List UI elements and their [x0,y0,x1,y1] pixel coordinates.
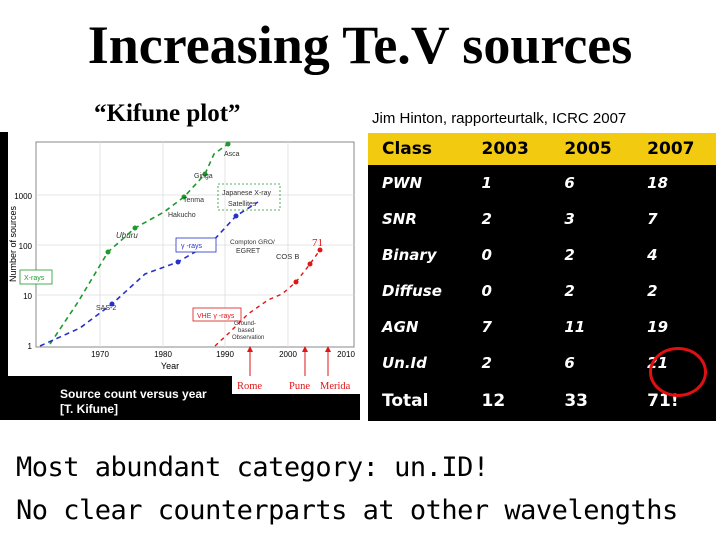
row-class: SNR [382,210,417,229]
row-2005: 6 [564,174,575,193]
plot-caption-line2: [T. Kifune] [60,402,118,416]
total-2007: 71! [647,391,679,412]
row-2005: 2 [564,246,575,265]
gamma-point [234,214,239,219]
label-ginga: Ginga [194,173,213,180]
label-71: 71 [312,237,323,249]
bottom-text-line1: Most abundant category: un.ID! [16,452,489,483]
bottom-text-line2: No clear counterparts at other wavelengths [16,495,678,526]
row-2007: 7 [647,210,658,229]
header-2003: 2003 [468,133,551,165]
row-2003: 2 [481,354,492,373]
label-x-rays: X-rays [24,275,45,282]
row-2005: 11 [564,318,586,337]
label-pune: Pune [289,381,310,392]
xray-point [133,226,138,231]
label-egret: EGRET [236,248,261,255]
y-axis-label: Number of sources [8,205,18,283]
header-class: Class [368,133,468,165]
header-2007: 2007 [633,133,716,165]
row-class: Binary [382,246,437,265]
header-2005: 2005 [550,133,633,165]
row-2007: 4 [647,246,658,265]
kifune-plot [0,132,360,420]
ytick-1000: 1000 [14,192,32,201]
vhe-point [308,262,313,267]
ytick-100: 100 [18,242,32,251]
label-sas-2: SAS-2 [96,305,117,312]
label-based: based [238,328,255,334]
total-2005: 33 [564,391,588,412]
slide-title: Increasing Te.V sources [87,15,633,75]
table-header-row [368,133,716,165]
label-tenma: Tenma [183,197,205,204]
label-compton-gro: Compton GRO/ [230,239,275,246]
xray-point [226,142,231,147]
label-asca: Asca [224,151,240,158]
table-row [368,165,716,201]
ytick-1: 1 [27,342,32,351]
vhe-point [294,280,299,285]
row-2007: 19 [647,318,669,337]
row-class: AGN [382,318,419,337]
xtick-2010: 2010 [337,350,355,359]
row-class: Un.Id [382,354,427,373]
label-cos-b: COS B [276,252,300,261]
row-2003: 7 [481,318,492,337]
gamma-point [176,260,181,265]
xtick-2000: 2000 [279,350,297,359]
plot-caption-line1: Source count versus year [60,387,207,401]
credit-line: Jim Hinton, rapporteurtalk, ICRC 2007 [372,110,627,127]
row-2007: 2 [647,282,658,301]
label-merida: Merida [320,381,351,392]
table-row [368,201,716,237]
total-2003: 12 [481,391,506,412]
table-row [368,309,716,345]
xtick-1990: 1990 [216,350,234,359]
table-row [368,273,716,309]
row-2005: 2 [564,282,575,301]
ytick-10: 10 [23,292,32,301]
label-rome: Rome [237,381,263,392]
xray-point [106,250,111,255]
row-2007: 21 [647,354,669,373]
label-vhe-gamma-rays: VHE γ -rays [197,313,235,320]
total-label: Total [382,391,429,412]
label-satellites: Satellites [228,201,257,208]
row-2003: 0 [481,282,492,301]
table-row [368,237,716,273]
row-2003: 0 [481,246,492,265]
xtick-1970: 1970 [91,350,109,359]
label-gamma-rays: γ -rays [181,243,202,250]
kifune-plot-label: “Kifune plot” [94,100,241,127]
highlight-ring [649,347,707,397]
row-2007: 18 [647,174,669,193]
row-2005: 6 [564,354,575,373]
row-class: Diffuse [382,282,442,301]
label-ground: Ground- [234,321,257,327]
row-2005: 3 [564,210,575,229]
label-uhuru: Uhuru [116,231,138,240]
label-japanese-xray: Japanese X-ray [222,190,272,197]
label-hakucho: Hakucho [168,212,196,219]
row-2003: 1 [481,174,492,193]
xtick-1980: 1980 [154,350,172,359]
x-axis-label: Year [160,361,180,371]
label-observation: Observation [232,335,265,341]
row-class: PWN [382,174,423,193]
row-2003: 2 [481,210,492,229]
